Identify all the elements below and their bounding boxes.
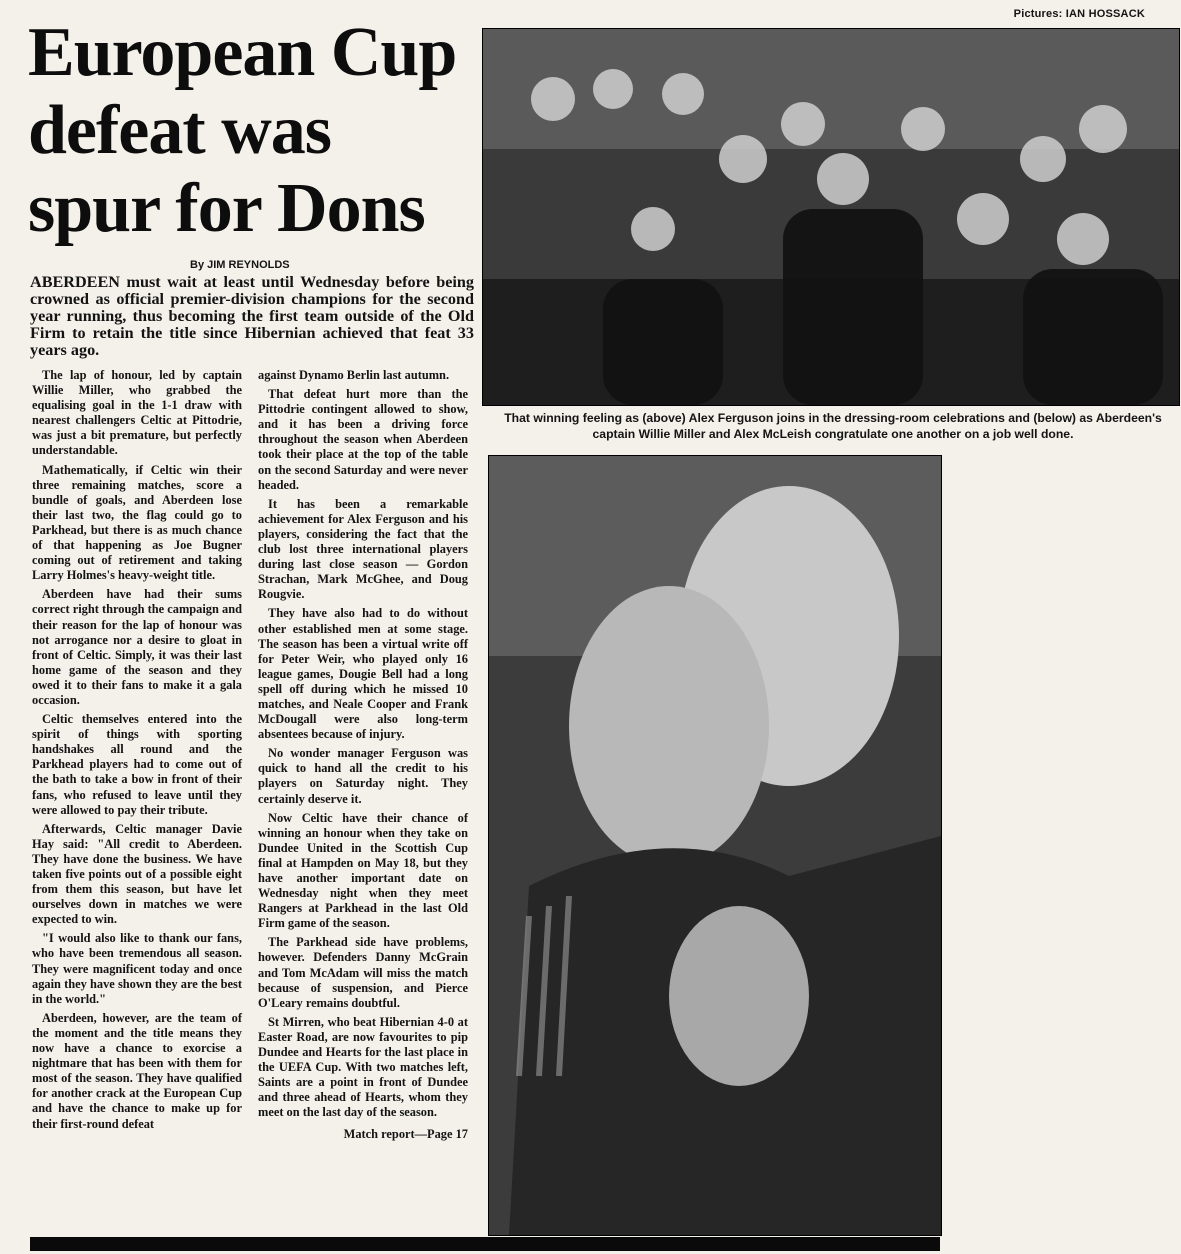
bottom-rule [30, 1237, 940, 1251]
standfirst: ABERDEEN must wait at least until Wednesday before being crowned as official premier-division champions for the second year running, thus becoming the first team outside of the Old Firm to retain the title since Hibernian achieved that feat 33 years ago. [30, 273, 474, 359]
photo-credit: Pictures: IAN HOSSACK [1013, 8, 1145, 20]
article-column-2 [258, 368, 468, 1146]
photo-caption: That winning feeling as (above) Alex Ferguson joins in the dressing-room celebrations and (below) as Aberdeen's captain Willie Miller and Alex McLeish congratulate one another on a job well done. [504, 411, 1162, 441]
celebration-photo [482, 28, 1180, 406]
paragraph: No wonder manager Ferguson was quick to hand all the credit to his players on Saturday night. They certainly deserve it. [258, 746, 468, 806]
paragraph: Afterwards, Celtic manager Davie Hay said: "All credit to Aberdeen. They have done the business. We have taken five points out of a possible eight from them this season, but have let ourselves down in matches we were expected to win. [32, 821, 242, 927]
paragraph: "I would also like to thank our fans, who have been tremendous all season. They were magnificent today and once again they have shown they are the best in the world." [32, 931, 242, 1006]
paragraph: Aberdeen, however, are the team of the moment and the title means they now have a chance to exorcise a nightmare that has been with them for most of the season. They have qualified for another crack at the European Cup and have the chance to make up for their first-round defeat [32, 1010, 242, 1131]
paragraph: The Parkhead side have problems, however. Defenders Danny McGrain and Tom McAdam will miss the match because of suspension, and Pierce O'Leary remains doubtful. [258, 935, 468, 1010]
paragraph: The lap of honour, led by captain Willie Miller, who grabbed the equalising goal in the 1-1 draw with nearest challengers Celtic at Pittodrie, was just a bit premature, but perfectly understandable. [32, 368, 242, 458]
match-report-ref: Match report—Page 17 [343, 1126, 468, 1141]
paragraph: St Mirren, who beat Hibernian 4-0 at Easter Road, are now favourites to pip Dundee and Hearts for the last place in the UEFA Cup. With two matches left, Saints are a point in front of Dundee and three ahead of Hearts, whom they meet on the last day of the season. [258, 1014, 468, 1120]
paragraph: It has been a remarkable achievement for Alex Ferguson and his players, considering the fact that the club lost three international players during last close season — Gordon Strachan, Mark McGhee, and Doug Rougvie. [258, 496, 468, 602]
paragraph: Celtic themselves entered into the spirit of things with sporting handshakes all round and the Parkhead players had to come out of the bath to take a bow in front of their fans, who refused to leave until they were allowed to pay their tribute. [32, 712, 242, 817]
paragraph: against Dynamo Berlin last autumn. [258, 368, 450, 382]
paragraph: That defeat hurt more than the Pittodrie contingent allowed to show, and it has been a driving force throughout the season when Aberdeen took their place at the top of the table on the second Saturday and were never headed. [258, 387, 468, 492]
paragraph: They have also had to do without other established men at some stage. The season has been a virtual write off for Peter Weir, who played only 16 league games, Dougie Bell had a long spell off during which he missed 10 matches, and Neale Cooper and Frank McDougall were also long-term absentees because of injury. [258, 606, 468, 742]
paragraph: Mathematically, if Celtic win their three remaining matches, score a bundle of goals, and Aberdeen lose their last two, the flag could go to Parkhead, but there is as much chance of that happening as Joe Bugner coming out of retirement and taking Larry Holmes's heavy-weight title. [32, 462, 242, 583]
paragraph: Now Celtic have their chance of winning an honour when they take on Dundee United in the Scottish Cup final at Hampden on May 18, but they have another important date on Wednesday night when they meet Rangers at Parkhead in the last Old Firm game of the season. [258, 810, 468, 931]
headline: European Cup defeat was spur for Dons [28, 14, 457, 247]
paragraph: Aberdeen have had their sums correct right through the campaign and their reason for the lap of honour was not arrogance nor a desire to gloat in front of Celtic. Simply, it was their last home game of the season and they owed it to their fans to make it a gala occasion. [32, 587, 242, 707]
byline: By JIM REYNOLDS [190, 259, 290, 271]
players-embrace-photo [488, 455, 942, 1236]
article-column-1 [32, 368, 242, 1136]
